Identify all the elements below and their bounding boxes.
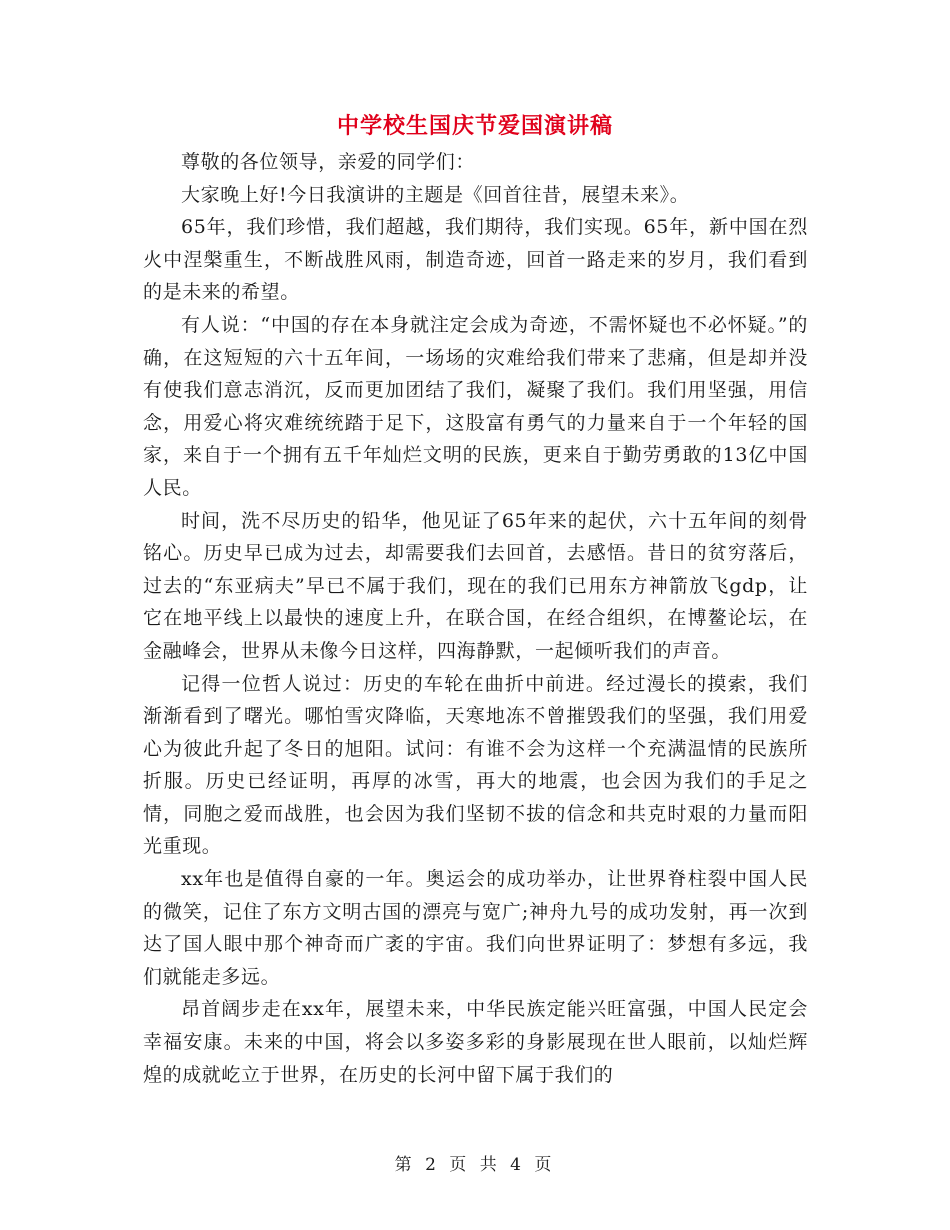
total-page-number: 4 xyxy=(510,1155,525,1175)
paragraph: xx年也是值得自豪的一年。奥运会的成功举办，让世界脊柱裂中国人民的微笑，记住了东方文明古国的漂亮与宽广;神舟九号的成功发射，再一次到达了国人眼中那个神奇而广袤的宇宙。我们向世界证明了：梦想有多远，我们就能走多远。 xyxy=(143,868,808,988)
page-footer xyxy=(0,1154,950,1176)
paragraph: 尊敬的各位领导，亲爱的同学们： xyxy=(181,151,476,173)
paragraph: 大家晚上好!今日我演讲的主题是《回首往昔，展望未来》。 xyxy=(181,183,690,206)
paragraph: 65年，我们珍惜，我们超越，我们期待，我们实现。65年，新中国在烈火中涅槃重生，不断战胜风雨，制造奇迹，回首一路走来的岁月，我们看到的是未来的希望。 xyxy=(143,216,808,304)
footer-suffix: 页 xyxy=(534,1155,556,1175)
footer-middle: 页 共 xyxy=(449,1155,501,1175)
footer-prefix: 第 xyxy=(394,1155,416,1175)
paragraph: 时间，洗不尽历史的铅华，他见证了65年来的起伏，六十五年间的刻骨铭心。历史早已成为过去，却需要我们去回首，去感悟。昔日的贫穷落后，过去的“东亚病夫”早已不属于我们，现在的我们已用东方神箭放飞gdp，让它在地平线上以最快的速度上升，在联合国，在经合组织，在博鳌论坛，在金融峰会，世界从未像今日这样，四海静默，一起倾听我们的声音。 xyxy=(143,509,808,662)
document-body xyxy=(143,146,808,1091)
document-title: 中学校生国庆节爱国演讲稿 xyxy=(336,113,613,139)
paragraph: 有人说：“中国的存在本身就注定会成为奇迹，不需怀疑也不必怀疑。”的确，在这短短的六十五年间，一场场的灾难给我们带来了悲痛，但是却并没有使我们意志消沉，反而更加团结了我们，凝聚了我们。我们用坚强，用信念，用爱心将灾难统统踏于足下，这股富有勇气的力量来自于一个年轻的国家，来自于一个拥有五千年灿烂文明的民族，更来自于勤劳勇敢的13亿中国人民。 xyxy=(143,313,808,499)
paragraph: 昂首阔步走在xx年，展望未来，中华民族定能兴旺富强，中国人民定会幸福安康。未来的中国，将会以多姿多彩的身影展现在世人眼前，以灿烂辉煌的成就屹立于世界，在历史的长河中留下属于我们的 xyxy=(143,998,808,1086)
paragraph: 记得一位哲人说过：历史的车轮在曲折中前进。经过漫长的摸索，我们渐渐看到了曙光。哪怕雪灾降临，天寒地冻不曾摧毁我们的坚强，我们用爱心为彼此升起了冬日的旭阳。试问：有谁不会为这样一个充满温情的民族所折服。历史已经证明，再厚的冰雪，再大的地震，也会因为我们的手足之情，同胞之爱而战胜，也会因为我们坚韧不拔的信念和共克时艰的力量而阳光重现。 xyxy=(143,672,808,858)
current-page-number: 2 xyxy=(425,1155,440,1175)
